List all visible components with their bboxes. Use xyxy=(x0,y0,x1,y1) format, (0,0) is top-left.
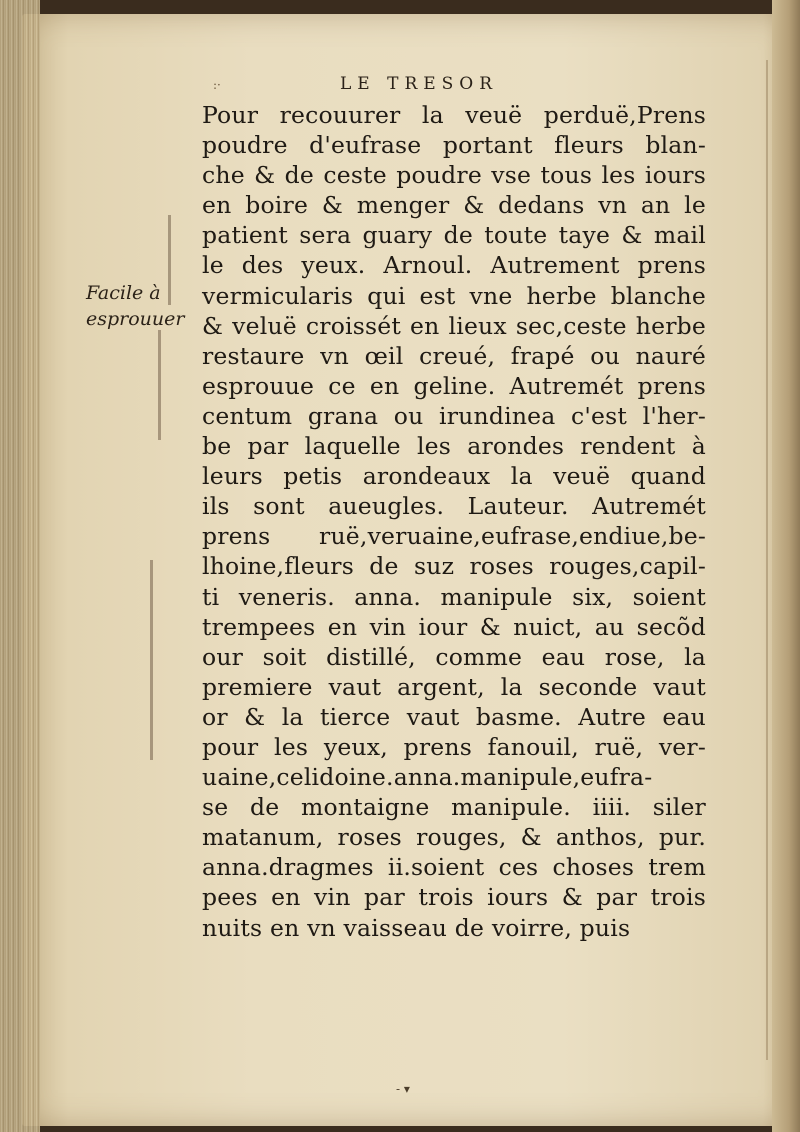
margin-note-line-2: esprouuer xyxy=(86,308,185,330)
text-line: uaine,celidoine.anna.manipule,eufra- xyxy=(202,763,653,792)
text-line: anna.dragmes ii.soient ces choses trem xyxy=(202,853,706,882)
page-stack-edge-right xyxy=(772,0,800,1132)
text-line: pour les yeux, prens fanouil, ruë, ver- xyxy=(202,732,706,761)
text-line: leurs petis arondeaux la veuë quand xyxy=(202,462,706,491)
text-line: nuits en vn vaisseau de voirre, puis xyxy=(202,913,631,942)
margin-line xyxy=(150,560,153,760)
text-line: our soit distillé, comme eau rose, la xyxy=(202,642,706,671)
text-line: be par laquelle les arondes rendent à xyxy=(202,432,706,461)
text-line: le des yeux. Arnoul. Autrement prens xyxy=(202,251,706,280)
header-mark: :· xyxy=(213,78,221,92)
margin-line xyxy=(158,330,161,440)
text-line: vermicularis qui est vne herbe blanche xyxy=(202,281,706,310)
text-line: se de montaigne manipule. iiii. siler xyxy=(202,793,706,822)
text-line: esprouue ce en geline. Autremét prens xyxy=(202,371,706,400)
text-line: ils sont aueugles. Lauteur. Autremét xyxy=(202,492,706,521)
text-line: patient sera guary de toute taye & mail xyxy=(202,221,706,250)
text-line: poudre d'eufrase portant fleurs blan- xyxy=(202,131,706,160)
text-line: prens ruë,veruaine,eufrase,endiue,be- xyxy=(202,522,706,551)
text-line: or & la tierce vaut basme. Autre eau xyxy=(202,702,706,731)
margin-note-line-1: Facile à xyxy=(86,282,161,304)
text-line: restaure vn œil creué, frapé ou nauré xyxy=(202,341,706,370)
text-line: lhoine,fleurs de suz roses rouges,capil- xyxy=(202,552,706,581)
text-line: premiere vaut argent, la seconde vaut xyxy=(202,672,706,701)
running-head: LE TRESOR xyxy=(340,74,499,94)
text-line: centum grana ou irundinea c'est l'her- xyxy=(202,401,706,430)
text-line: en boire & menger & dedans vn an le xyxy=(202,191,706,220)
text-line: pees en vin par trois iours & par trois xyxy=(202,883,706,912)
page-stack-edge-left xyxy=(0,0,40,1132)
margin-note xyxy=(86,280,184,332)
text-line: trempees en vin iour & nuict, au secõd xyxy=(202,612,706,641)
text-line: che & de ceste poudre vse tous les iours xyxy=(202,161,706,190)
text-line: matanum, roses rouges, & anthos, pur. xyxy=(202,823,706,852)
text-line: Pour recouurer la veuë perduë,Prens xyxy=(202,101,706,129)
text-line: & veluë croissét en lieux sec,ceste herbe xyxy=(202,311,706,340)
footer-mark: - ▾ xyxy=(396,1082,410,1096)
body-text xyxy=(202,100,706,943)
page-fold xyxy=(766,60,768,1060)
text-line: ti veneris. anna. manipule six, soient xyxy=(202,582,706,611)
